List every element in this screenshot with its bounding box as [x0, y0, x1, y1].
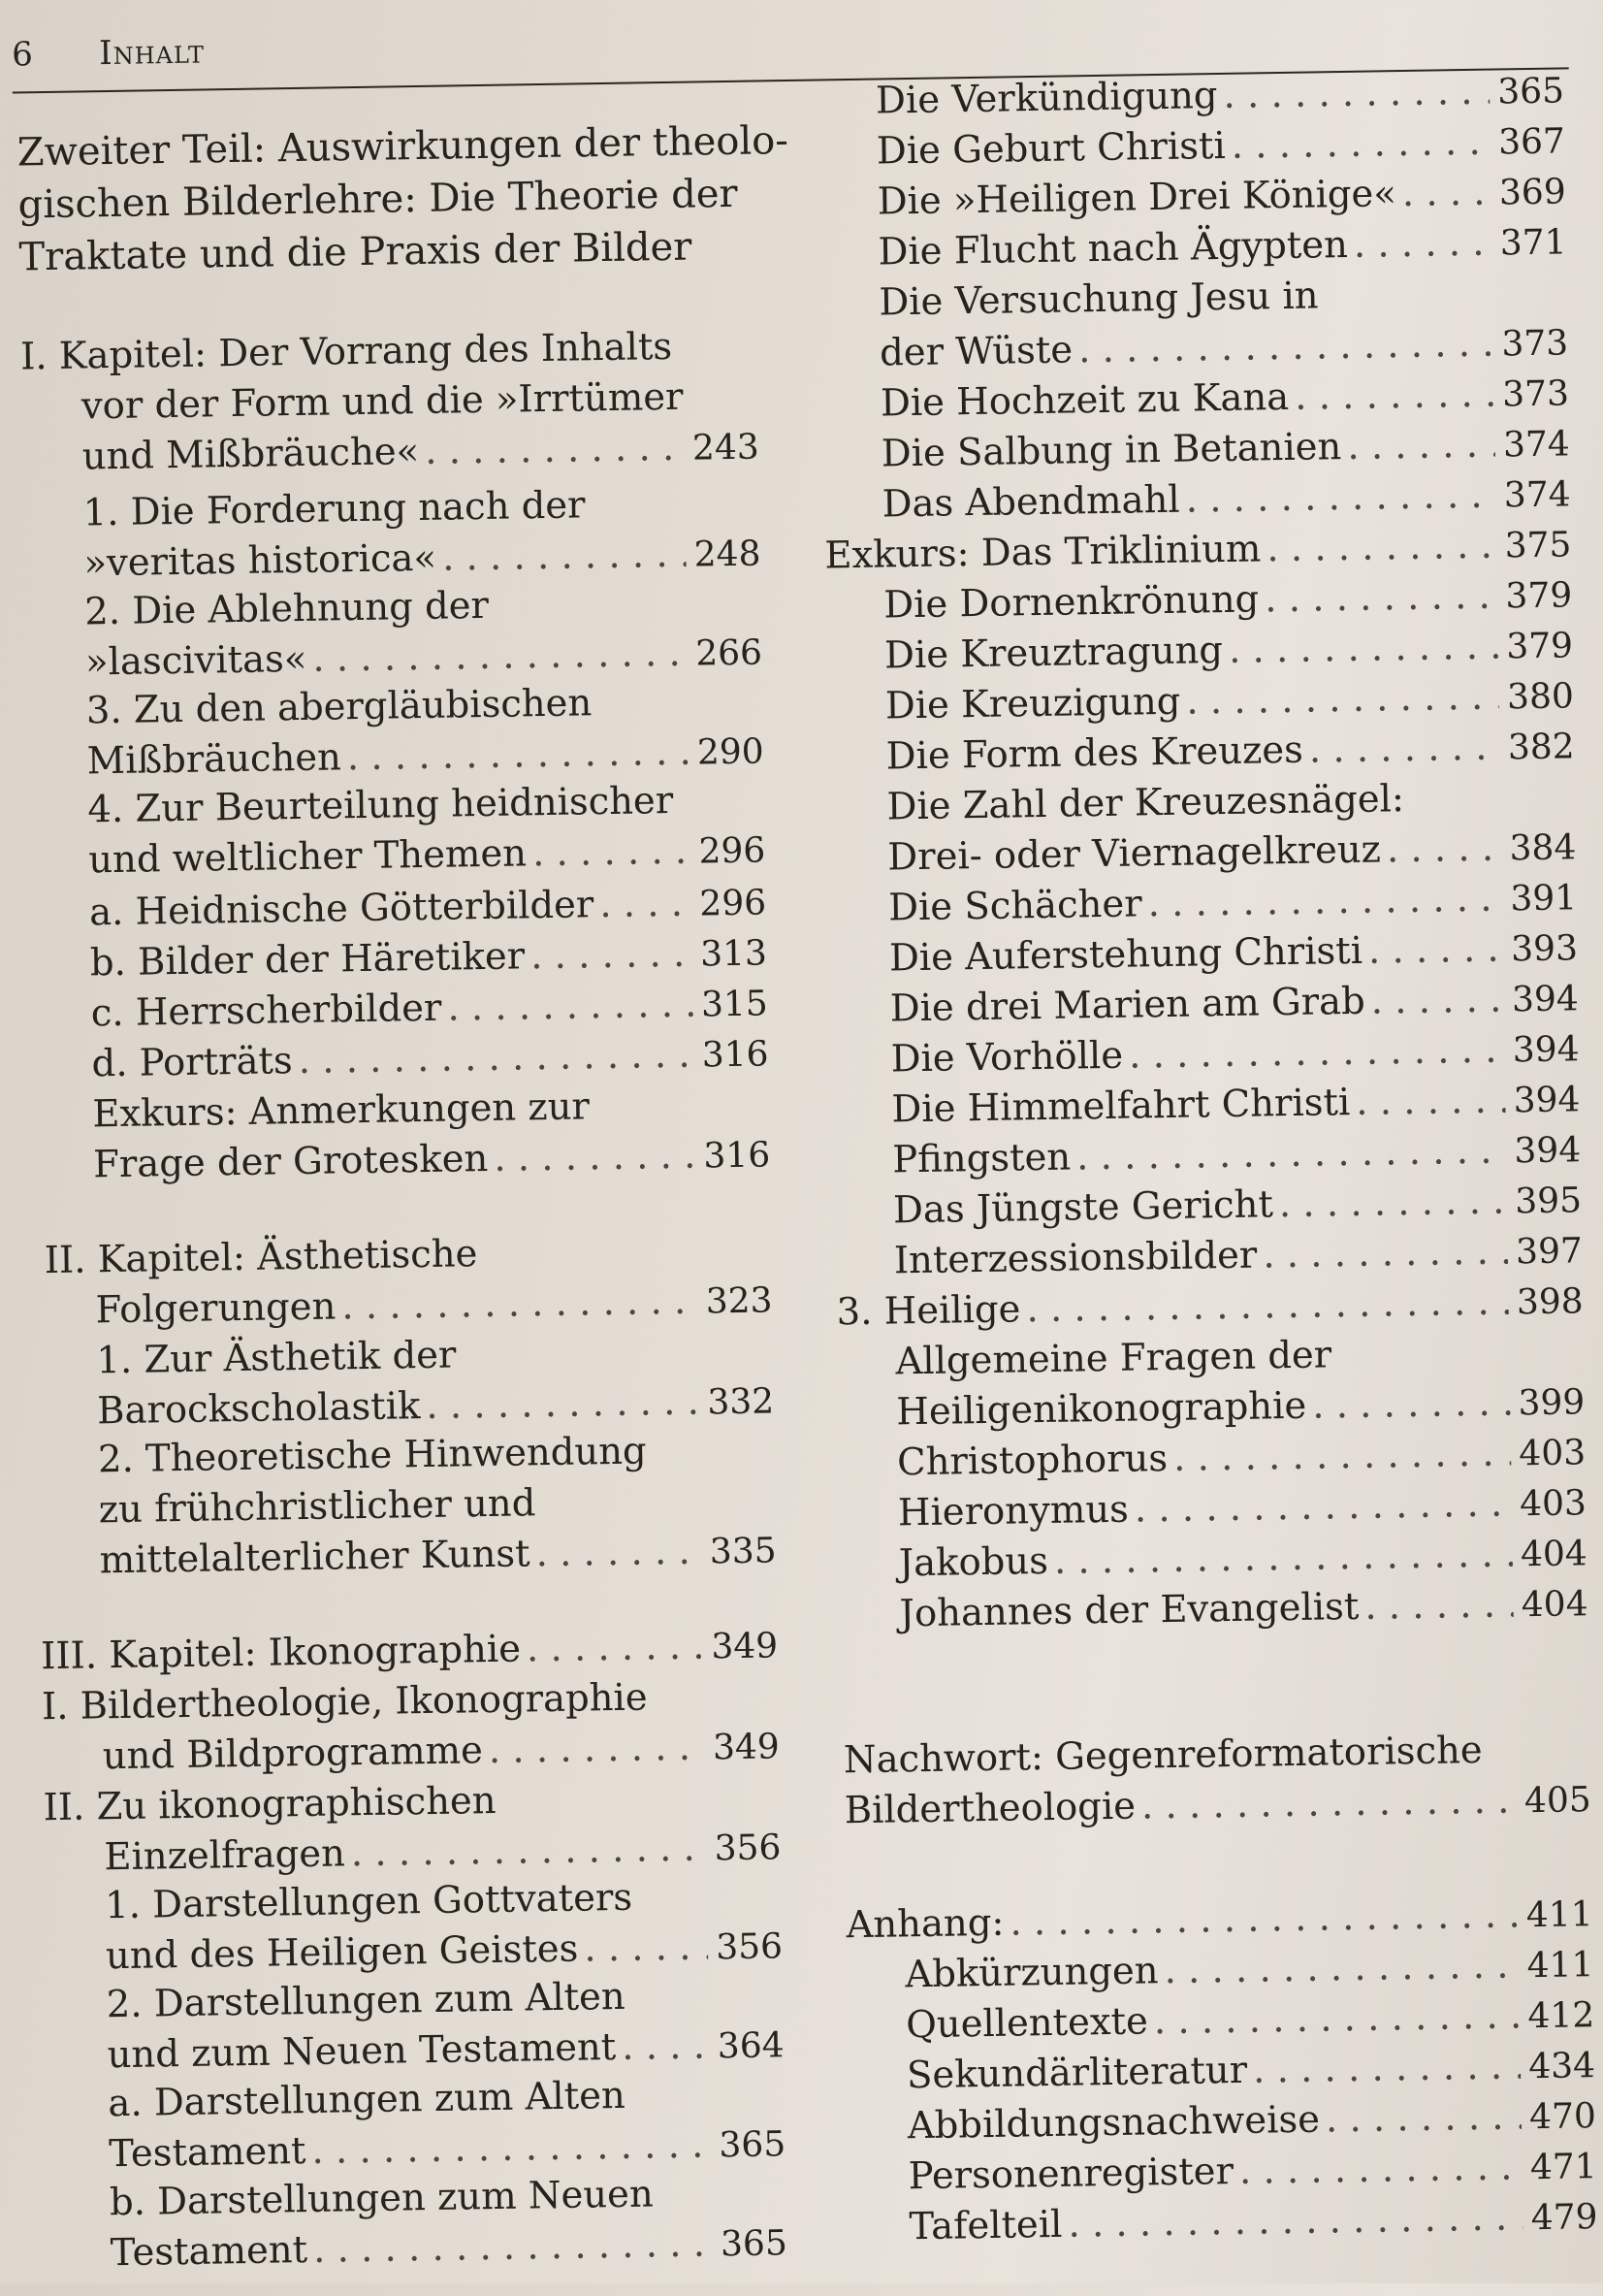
toc-entry-text: Hieronymus — [897, 1487, 1130, 1536]
toc-entry-text: Einzelfragen — [104, 1831, 346, 1880]
leader-dots — [1386, 824, 1501, 876]
leader-dots — [622, 2021, 710, 2073]
toc-entry — [27, 774, 766, 888]
toc-entry-text: Die Schächer — [887, 882, 1142, 930]
toc-page-number: 290 — [696, 731, 764, 773]
toc-entry-text: Folgerungen — [95, 1284, 337, 1333]
toc-page-number: 367 — [1497, 121, 1566, 163]
toc-entry-text: Anhang: — [846, 1900, 1005, 1948]
toc-page-number: 369 — [1498, 172, 1566, 213]
toc-entry-text: Die Flucht nach Ägypten — [878, 222, 1349, 275]
toc-entry-text: Die Form des Kreuzes — [885, 728, 1304, 779]
toc-entry-text: 1. Zur Ästhetik der — [96, 1333, 457, 1383]
toc-entry-text: Die Zahl der Kreuzesnägel: — [886, 777, 1405, 829]
toc-entry-text: 1. Die Forderung nach der — [82, 483, 586, 535]
running-title: Inhalt — [98, 32, 206, 74]
toc-entry-text: II. Zu ikonographischen — [43, 1778, 497, 1830]
toc-page-number: 332 — [707, 1381, 775, 1423]
toc-entry-text: Barockscholastik — [96, 1384, 421, 1434]
toc-entry-text: Testament — [110, 2228, 308, 2276]
leader-dots — [1295, 370, 1495, 423]
leader-dots — [1053, 1529, 1513, 1586]
toc-left-column — [16, 1, 789, 2276]
leader-dots — [1265, 571, 1498, 626]
leader-dots — [1078, 319, 1494, 376]
toc-entry-text: Das Jüngste Gericht — [892, 1182, 1274, 1233]
toc-page-number: 371 — [1499, 222, 1567, 264]
toc-entry-text: Die Himmelfahrt Christi — [891, 1081, 1351, 1132]
leader-dots — [341, 1277, 698, 1333]
leader-dots — [1239, 2142, 1523, 2197]
toc-entry-text: I. Bildertheologie, Ikonographie — [41, 1675, 648, 1730]
toc-page-number: 323 — [705, 1280, 773, 1322]
toc-page-number: 394 — [1513, 1080, 1581, 1121]
toc-page-number: 335 — [709, 1531, 777, 1572]
toc-entry-text: 2. Theoretische Hinwendung — [97, 1429, 647, 1482]
toc-entry-text: und zum Neuen Testament — [107, 2025, 617, 2078]
toc-entry-text: Mißbräuchen — [86, 735, 342, 784]
leader-dots — [1026, 1277, 1509, 1335]
toc-entry-text: b. Bilder der Häretiker — [89, 934, 526, 986]
toc-entry-text: und Bildprogramme — [102, 1729, 484, 1779]
toc-page-number: 365 — [1497, 71, 1565, 113]
leader-dots — [1134, 1478, 1512, 1535]
toc-entry-text: Bildertheologie — [844, 1784, 1137, 1833]
toc-entry — [837, 1326, 1586, 1439]
toc-entry-text: Quellentexte — [905, 1999, 1149, 2048]
toc-entry-text: Jakobus — [898, 1538, 1049, 1586]
leader-dots — [1141, 1775, 1518, 1831]
leader-dots — [1223, 67, 1491, 121]
toc-entry-text: I. Kapitel: Der Vorrang des Inhalts — [19, 324, 673, 379]
toc-entry-text: vor der Form und die »Irrtümer — [80, 374, 684, 429]
toc-page-number: 403 — [1519, 1483, 1587, 1525]
leader-dots — [527, 1622, 704, 1675]
toc-entry-text: 3. Heilige — [836, 1287, 1021, 1335]
toc-page-number: 379 — [1505, 575, 1573, 617]
leader-dots — [1010, 1890, 1519, 1948]
toc-entry-text: Die Kreuzigung — [884, 679, 1181, 728]
toc-page-number: 394 — [1511, 979, 1580, 1020]
leader-dots — [1231, 117, 1491, 172]
toc-page-number: 373 — [1501, 373, 1570, 415]
leader-dots — [1266, 521, 1497, 575]
leader-dots — [447, 980, 693, 1034]
leader-dots — [1173, 1428, 1512, 1483]
toc-entry-text: Christophorus — [896, 1437, 1169, 1485]
toc-page-number: 316 — [703, 1135, 771, 1177]
leader-dots — [313, 2218, 714, 2275]
leader-dots — [1308, 723, 1500, 776]
toc-entry-text: Das Abendmahl — [882, 477, 1181, 527]
toc-entry-text: Die »Heiligen Drei Könige« — [877, 172, 1397, 224]
leader-dots — [1263, 1226, 1509, 1280]
toc-entry-text: 2. Darstellungen zum Alten — [106, 1974, 626, 2027]
toc-entry-text: Sekundärliteratur — [906, 2048, 1248, 2098]
toc-page-number: 349 — [712, 1727, 781, 1768]
leader-dots — [1353, 218, 1492, 271]
leader-dots — [1253, 2041, 1522, 2095]
toc-entry-text: Abkürzungen — [905, 1949, 1159, 1997]
toc-entry — [850, 2191, 1598, 2254]
toc-entry-text: a. Heidnische Götterbilder — [88, 883, 594, 935]
toc-page-number: 397 — [1515, 1231, 1584, 1273]
toc-page-number: 404 — [1520, 1534, 1588, 1575]
toc-entry — [32, 1079, 771, 1192]
leader-dots — [1368, 924, 1504, 977]
toc-entry-text: II. Kapitel: Ästhetische — [44, 1232, 478, 1283]
toc-page-number: 391 — [1510, 878, 1578, 920]
toc-page-number: 395 — [1514, 1180, 1583, 1222]
toc-entry-text: Tafelteil — [909, 2202, 1063, 2249]
toc-page-number: 374 — [1503, 474, 1571, 516]
leader-dots — [1312, 1377, 1511, 1431]
toc-entry — [42, 1670, 781, 1784]
toc-entry — [20, 321, 759, 485]
toc-entry-text: 1. Darstellungen Gottvaters — [104, 1875, 633, 1928]
toc-page-number: 374 — [1502, 424, 1571, 466]
toc-entry-text: Johannes der Evangelist — [899, 1584, 1360, 1636]
toc-page-number: 405 — [1523, 1780, 1592, 1822]
leader-dots — [535, 1527, 702, 1580]
leader-dots — [494, 1131, 696, 1184]
toc-page-number: 384 — [1509, 827, 1577, 869]
leader-dots — [311, 2119, 712, 2176]
toc-entry-text: Allgemeine Fragen der — [895, 1333, 1332, 1384]
toc-page-number: 411 — [1525, 1894, 1593, 1936]
toc-entry-text: b. Darstellungen zum Neuen — [109, 2172, 655, 2225]
leader-dots — [1147, 874, 1503, 930]
toc-page-number: 379 — [1505, 626, 1574, 667]
leader-dots — [1326, 2091, 1523, 2145]
toc-entry-text: Drei- oder Viernagelkreuz — [887, 827, 1382, 880]
toc-page-number: 382 — [1507, 727, 1575, 768]
leader-dots — [350, 1824, 707, 1880]
toc-page-number: 393 — [1510, 928, 1579, 970]
toc-page-number: 394 — [1512, 1029, 1580, 1071]
toc-entry-text: 3. Zu den abergläubischen — [85, 681, 593, 733]
toc-page-number: 479 — [1530, 2197, 1598, 2239]
leader-dots — [1229, 622, 1499, 676]
toc-entry — [46, 1969, 785, 2083]
toc-page-number: 471 — [1529, 2147, 1597, 2188]
toc-entry — [38, 1424, 777, 1588]
leader-dots — [1185, 470, 1496, 526]
leader-dots — [442, 530, 688, 584]
toc-entry-text: Frage der Grotesken — [92, 1136, 489, 1187]
toc-page-number: 315 — [700, 984, 769, 1025]
toc-entry-text: »lascivitas« — [84, 636, 307, 685]
toc-entry-text: Die Dornenkrönung — [882, 577, 1260, 628]
part-title-line: Zweiter Teil: Auswirkungen der theolo- — [16, 117, 789, 176]
toc-entry — [820, 267, 1569, 380]
toc-entry-text: Die Vorhölle — [890, 1033, 1124, 1082]
leader-dots — [1153, 1990, 1520, 2047]
toc-entry-text: a. Darstellungen zum Alten — [108, 2073, 626, 2126]
leader-dots — [532, 826, 691, 880]
leader-dots — [1068, 2192, 1523, 2249]
toc-entry-text: Die Salbung in Betanien — [881, 425, 1342, 476]
toc-page-number: 380 — [1506, 676, 1575, 718]
toc-entry-text: Pfingsten — [891, 1135, 1072, 1182]
toc-entry-text: III. Kapitel: Ikonographie — [40, 1627, 522, 1679]
toc-page-number: 365 — [720, 2223, 788, 2265]
toc-entry-text: d. Porträts — [91, 1039, 294, 1086]
toc-entry — [24, 576, 763, 690]
toc-page-number: 316 — [701, 1034, 769, 1076]
toc-page-number: 365 — [719, 2124, 786, 2166]
leader-dots — [426, 1377, 700, 1432]
toc-entry — [36, 1325, 775, 1439]
toc-entry-text: und weltlicher Themen — [87, 831, 528, 883]
toc-entry — [34, 1224, 773, 1338]
toc-entry-text: Die Versuchung Jesu in — [879, 274, 1319, 325]
leader-dots — [1364, 1579, 1514, 1632]
toc-entry-text: Exkurs: Das Triklinium — [824, 527, 1262, 578]
toc-page-number: 364 — [717, 2025, 785, 2067]
toc-page-number: 266 — [694, 632, 763, 674]
toc-entry — [49, 2167, 788, 2280]
part-title-line: Traktate und die Praxis der Bilder — [18, 224, 692, 280]
leader-dots — [1164, 1940, 1520, 1996]
toc-page-number: 412 — [1527, 1995, 1595, 2037]
toc-entry-text: Die Kreuztragung — [883, 629, 1224, 678]
toc-entry — [48, 2068, 786, 2182]
toc-entry-text: »veritas historica« — [83, 535, 437, 586]
leader-dots — [530, 929, 693, 983]
toc-entry-text: Die drei Marien am Grab — [889, 979, 1366, 1031]
leader-dots — [1401, 168, 1491, 219]
toc-entry-text: c. Herrscherbilder — [90, 986, 442, 1036]
toc-page-number: 434 — [1527, 2046, 1596, 2087]
leader-dots — [1129, 1024, 1506, 1081]
toc-entry-text: 4. Zur Beurteilung heidnischer — [87, 778, 674, 832]
toc-page-number: 356 — [714, 1827, 782, 1869]
toc-page-number: 411 — [1526, 1945, 1594, 1987]
toc-entry-text: 2. Die Ablehnung der — [83, 583, 490, 634]
toc-page-number: 404 — [1521, 1584, 1588, 1626]
toc-entry — [828, 771, 1577, 885]
leader-dots — [1347, 420, 1496, 472]
leader-dots — [599, 879, 692, 930]
page-number: 6 — [11, 35, 34, 75]
toc-page-number: 296 — [698, 830, 766, 872]
toc-entry-text: und des Heiligen Geistes — [105, 1926, 579, 1979]
toc-entry-text: mittelalterlicher Kunst — [99, 1532, 530, 1583]
leader-dots — [1186, 672, 1500, 728]
leader-dots — [1370, 975, 1504, 1027]
toc-entry — [844, 1724, 1592, 1837]
toc-page-number: 375 — [1504, 525, 1572, 566]
toc-entry-text: Abbildungsnachweise — [907, 2097, 1321, 2149]
toc-entry-text: Die Verkündigung — [875, 74, 1218, 123]
toc-page-number: 373 — [1501, 323, 1569, 365]
toc-entry-text: und Mißbräuche« — [81, 430, 420, 479]
toc-page-number: 356 — [715, 1926, 784, 1968]
toc-entry-text: Die Geburt Christi — [876, 123, 1227, 174]
toc-entry — [45, 1870, 784, 1984]
toc-entry-text: Die Hochzeit zu Kana — [880, 374, 1290, 426]
toc-page-number: 248 — [693, 534, 761, 575]
toc-entry-text: Die Auferstehung Christi — [888, 928, 1363, 981]
toc-entry — [43, 1771, 782, 1885]
toc-entry — [25, 675, 764, 789]
toc-entry-text: Personenregister — [908, 2150, 1234, 2199]
toc-page-number: 470 — [1528, 2096, 1597, 2138]
leader-dots — [425, 423, 686, 477]
toc-entry-text: Testament — [108, 2129, 306, 2177]
toc-entry-text: Interzessionsbilder — [893, 1233, 1258, 1283]
toc-page-number: 398 — [1516, 1281, 1584, 1323]
toc-entry-text: Heiligenikonographie — [895, 1383, 1307, 1435]
toc-page-number: 313 — [699, 933, 768, 975]
toc-page-number: 243 — [691, 427, 760, 469]
toc-entry — [841, 1578, 1588, 1641]
toc-entry-text: der Wüste — [879, 328, 1074, 375]
leader-dots — [346, 728, 689, 784]
leader-dots — [1278, 1176, 1507, 1230]
leader-dots — [298, 1030, 694, 1086]
leader-dots — [488, 1723, 705, 1776]
toc-page-number: 394 — [1514, 1130, 1582, 1172]
leader-dots — [584, 1923, 709, 1975]
leader-dots — [1356, 1075, 1506, 1127]
toc-entry-text: zu frühchristlicher und — [98, 1481, 536, 1533]
toc-entry-text: Nachwort: Gegenreformatorische — [843, 1728, 1483, 1783]
toc-page-number: 296 — [699, 883, 767, 924]
toc-page-number: 399 — [1518, 1382, 1586, 1424]
leader-dots — [312, 629, 689, 685]
toc-entry-text: Exkurs: Anmerkungen zur — [92, 1084, 591, 1137]
toc-page-number: 403 — [1519, 1433, 1587, 1474]
part-title-line: gischen Bilderlehre: Die Theorie der — [17, 171, 738, 228]
toc-page-number: 349 — [711, 1626, 779, 1667]
leader-dots — [1076, 1125, 1507, 1182]
toc-entry — [22, 477, 761, 591]
